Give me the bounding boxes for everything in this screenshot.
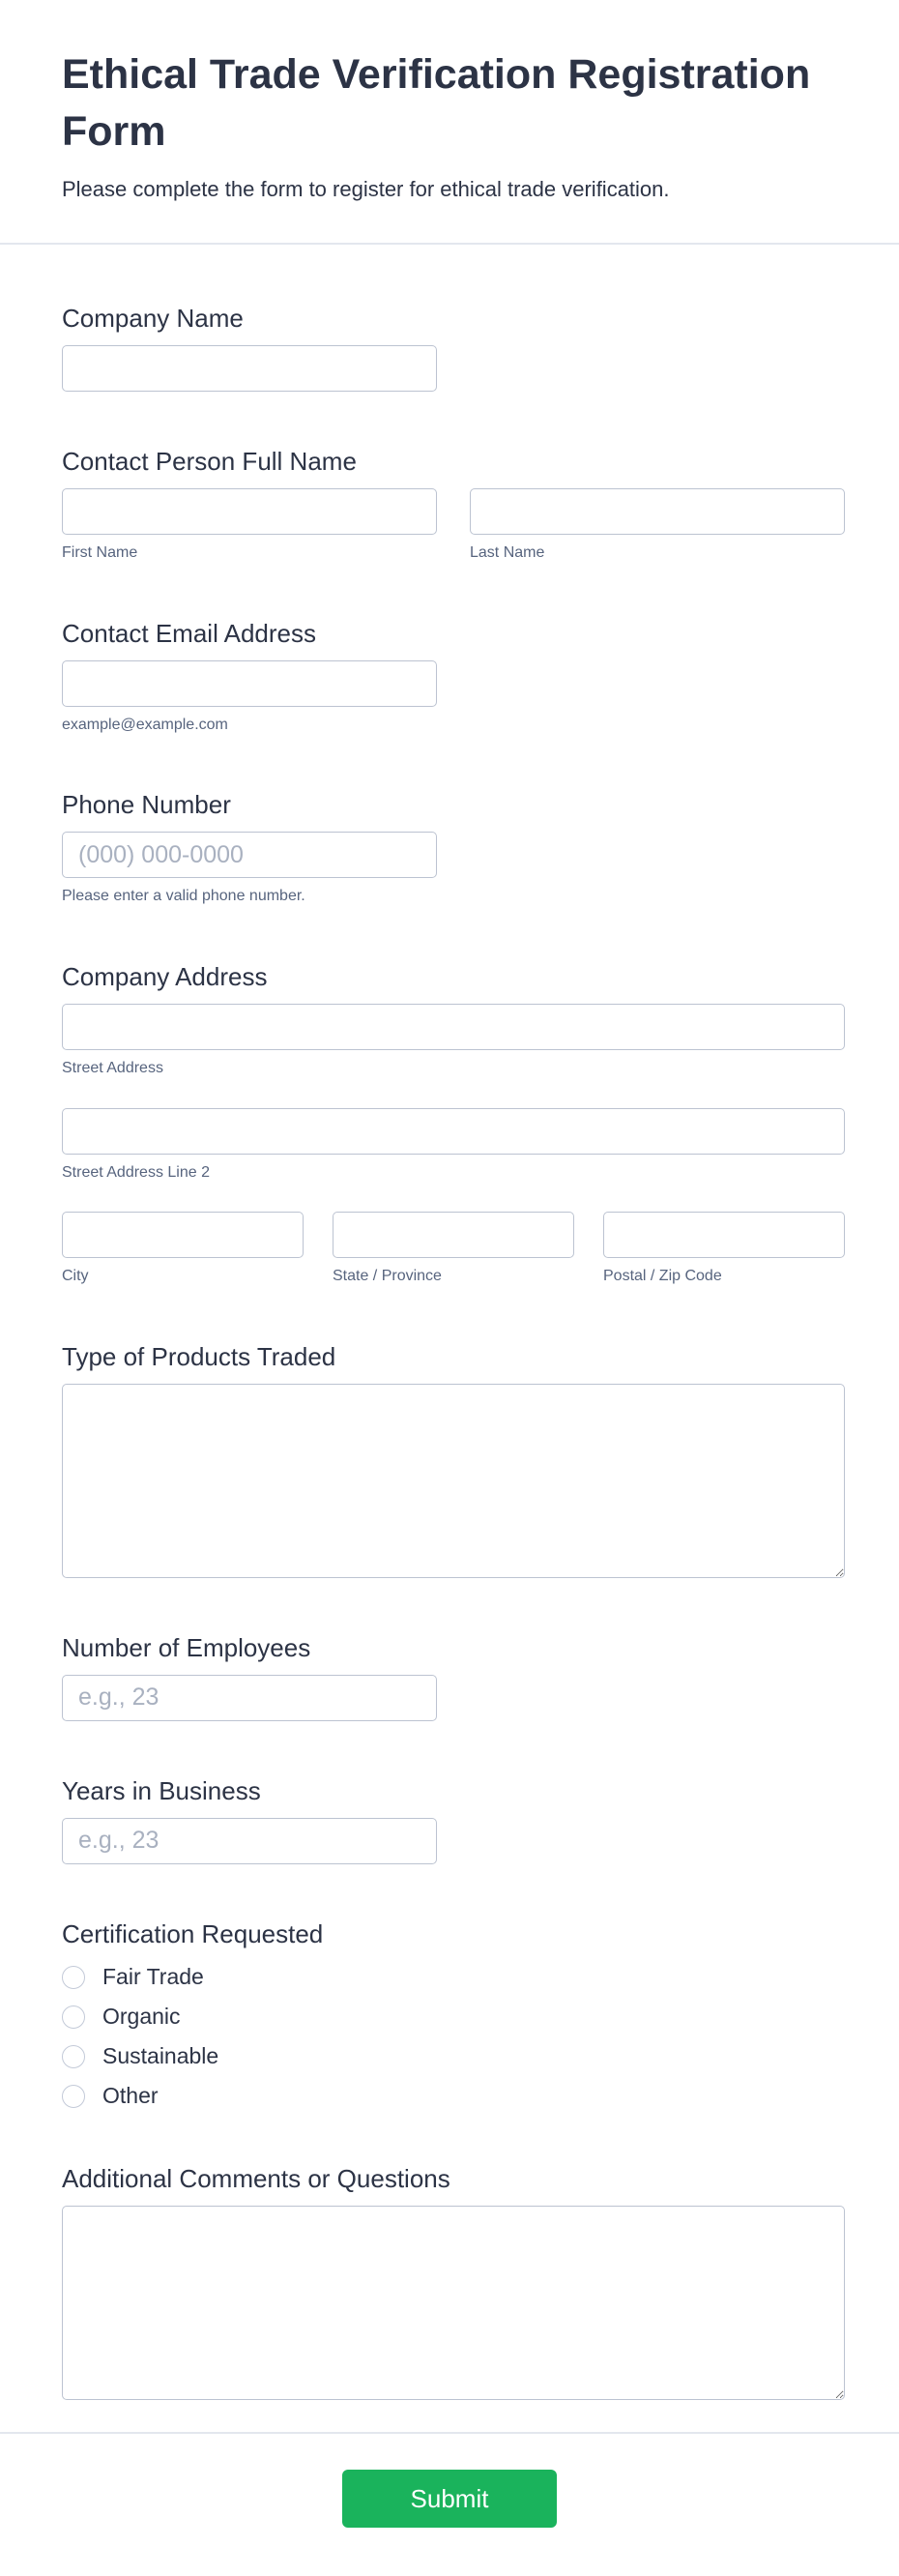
years-label: Years in Business <box>62 1775 261 1805</box>
certification-label: Certification Requested <box>62 1918 324 1948</box>
comments-label: Additional Comments or Questions <box>62 2164 450 2194</box>
products-textarea[interactable] <box>62 1384 845 1578</box>
organic-radio-label: Organic <box>102 2004 181 2030</box>
company-name-section <box>62 303 845 392</box>
street-address-group <box>62 1004 845 1079</box>
form-body <box>0 245 899 2400</box>
company-name-input[interactable] <box>62 345 437 392</box>
email-input[interactable] <box>62 660 437 707</box>
products-section <box>62 1341 845 1578</box>
street-address-sublabel: Street Address <box>62 1059 163 1076</box>
employees-section <box>62 1632 845 1721</box>
contact-person-section <box>62 446 845 564</box>
radio-option-organic[interactable] <box>62 2004 845 2030</box>
phone-section <box>62 789 845 907</box>
years-section <box>62 1775 845 1864</box>
state-group <box>333 1212 574 1287</box>
company-name-label: Company Name <box>62 304 244 334</box>
city-input[interactable] <box>62 1212 304 1258</box>
company-address-label: Company Address <box>62 962 268 992</box>
phone-input[interactable] <box>62 832 437 878</box>
contact-person-label: Contact Person Full Name <box>62 447 357 477</box>
page-title: Ethical Trade Verification Registration Form <box>62 51 811 156</box>
comments-section <box>62 2163 845 2400</box>
page-subtitle: Please complete the form to register for ethical trade verification. <box>62 176 670 201</box>
phone-sublabel: Please enter a valid phone number. <box>62 888 305 905</box>
radio-option-other[interactable] <box>62 2083 845 2109</box>
first-name-sublabel: First Name <box>62 544 138 562</box>
state-input[interactable] <box>333 1212 574 1258</box>
sustainable-radio[interactable] <box>62 2045 85 2068</box>
years-input[interactable] <box>62 1818 437 1864</box>
street-address-input[interactable] <box>62 1004 845 1050</box>
sustainable-radio-label: Sustainable <box>102 2043 219 2069</box>
phone-label: Phone Number <box>62 790 231 820</box>
form-footer <box>0 2432 899 2576</box>
products-label: Type of Products Traded <box>62 1342 336 1372</box>
organic-radio[interactable] <box>62 2005 85 2029</box>
city-state-postal-row <box>62 1212 845 1287</box>
email-sublabel: example@example.com <box>62 716 228 733</box>
radio-option-sustainable[interactable] <box>62 2043 845 2069</box>
email-label: Contact Email Address <box>62 618 317 648</box>
first-name-input[interactable] <box>62 488 437 535</box>
comments-textarea[interactable] <box>62 2206 845 2400</box>
first-name-group <box>62 488 437 564</box>
city-group <box>62 1212 304 1287</box>
street-address2-input[interactable] <box>62 1108 845 1155</box>
postal-input[interactable] <box>603 1212 845 1258</box>
street-address2-group <box>62 1108 845 1184</box>
other-radio-label: Other <box>102 2083 159 2109</box>
certification-radio-group <box>62 1964 845 2109</box>
street-address2-sublabel: Street Address Line 2 <box>62 1163 210 1181</box>
postal-group <box>603 1212 845 1287</box>
state-sublabel: State / Province <box>333 1268 442 1285</box>
other-radio[interactable] <box>62 2085 85 2108</box>
last-name-group <box>470 488 845 564</box>
company-address-section <box>62 961 845 1287</box>
last-name-input[interactable] <box>470 488 845 535</box>
city-sublabel: City <box>62 1268 89 1285</box>
employees-label: Number of Employees <box>62 1633 311 1663</box>
email-section <box>62 618 845 736</box>
postal-sublabel: Postal / Zip Code <box>603 1268 722 1285</box>
form-header <box>0 0 899 245</box>
fair-trade-radio[interactable] <box>62 1966 85 1989</box>
fair-trade-radio-label: Fair Trade <box>102 1964 204 1990</box>
radio-option-fair-trade[interactable] <box>62 1964 845 1990</box>
certification-section <box>62 1918 845 2110</box>
submit-button[interactable]: Submit <box>342 2470 557 2528</box>
employees-input[interactable] <box>62 1675 437 1721</box>
last-name-sublabel: Last Name <box>470 544 545 562</box>
